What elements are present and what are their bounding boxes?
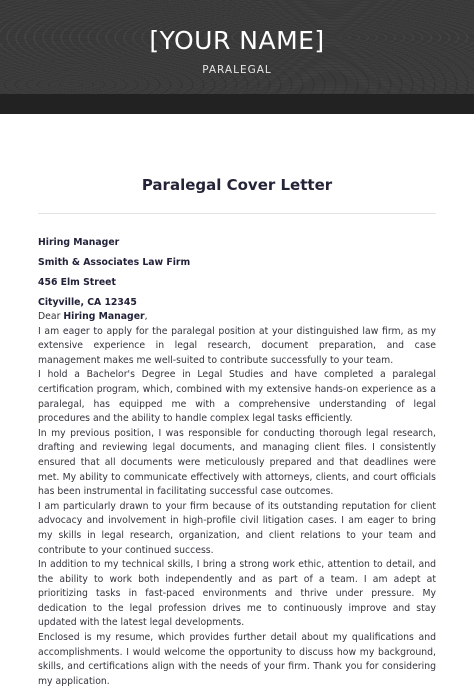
paragraph-education: I hold a Bachelor's Degree in Legal Studies and have completed a paralegal certification program, which, combined with my extensive hands-on experience as a paralegal, has equipped me with a comprehensive understanding of legal procedures and the ability to handle complex legal tasks efficiently.: [38, 369, 436, 425]
recipient-city: Cityville, CA 12345: [38, 297, 137, 308]
greeting-prefix: Dear: [38, 311, 61, 322]
recipient-title: Hiring Manager: [38, 237, 120, 248]
paragraph-skills: In addition to my technical skills, I bring a strong work ethic, attention to detail, and the ability to work both independently and as part of a team. I am adept at prioritizing tasks in fast-paced environments and thrive under pressure. My dedication to the legal profession drives me to continuously improve and stay updated with the latest legal developments.: [38, 559, 436, 629]
applicant-name: [YOUR NAME]: [149, 26, 325, 55]
greeting-suffix: ,: [144, 311, 148, 322]
letter-body: [38, 310, 436, 689]
document-title: Paralegal Cover Letter: [141, 176, 333, 194]
paragraph-intro: I am eager to apply for the paralegal position at your distinguished law firm, as my extensive experience in legal research, document preparation, and case management makes me well-suited to contribute successfully to your team.: [38, 325, 436, 366]
header-banner: [0, 0, 474, 94]
title-divider: [38, 213, 436, 214]
recipient-street: 456 Elm Street: [38, 277, 116, 288]
paragraph-experience: In my previous position, I was responsible for conducting thorough legal research, drafting and reviewing legal documents, and managing client files. I consistently ensured that all documents were meticulously prepared and that deadlines were met. My ability to communicate effectively with attorneys, clients, and court officials has been instrumental in facilitating successful case outcomes.: [38, 427, 436, 498]
paragraph-motivation: I am particularly drawn to your firm because of its outstanding reputation for client advocacy and involvement in high-profile civil litigation cases. I am eager to bring my skills in legal research, organization, and client relations to your team and contribute to your continued success.: [38, 500, 436, 556]
greeting-line: [38, 310, 436, 325]
applicant-role: PARALEGAL: [202, 64, 272, 76]
paragraph-closing: Enclosed is my resume, which provides further detail about my qualifications and accomplishments. I would welcome the opportunity to discuss how my background, skills, and certifications align with the needs of your firm. Thank you for considering my application.: [38, 632, 436, 687]
recipient-company: Smith & Associates Law Firm: [38, 257, 191, 268]
greeting-name: Hiring Manager: [63, 311, 145, 322]
header-band: [0, 94, 474, 114]
